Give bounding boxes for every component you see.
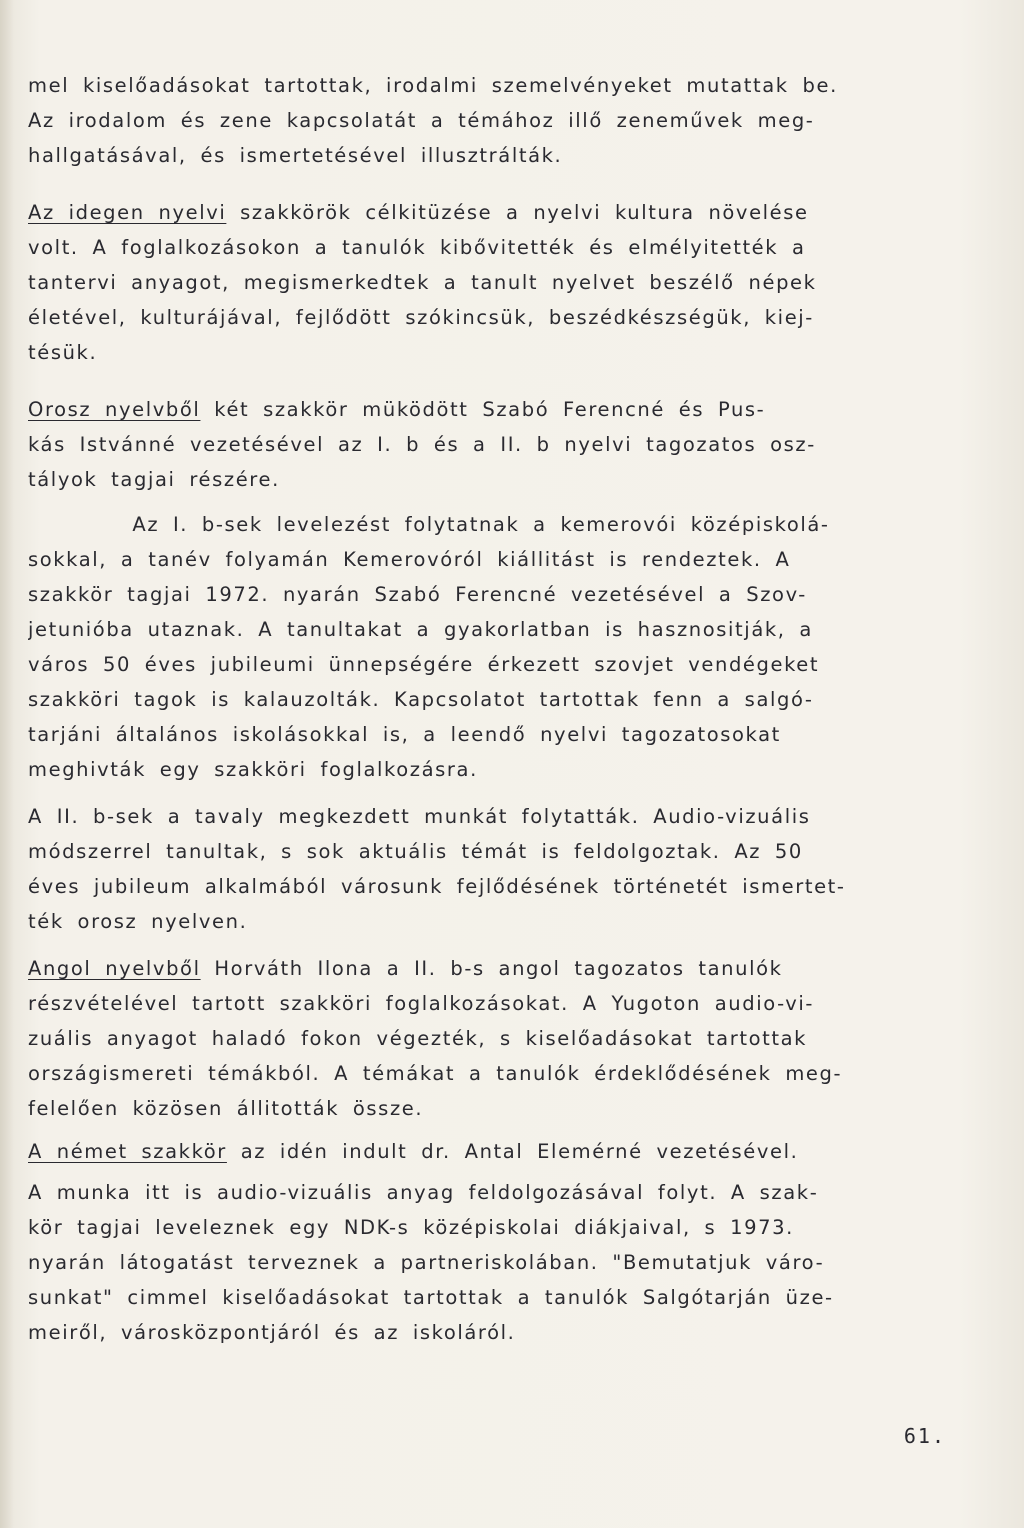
text-line: módszerrel tanultak, s sok aktuális témát is feldolgoztak. Az 50 (28, 840, 803, 863)
text-line: zuális anyagot haladó fokon végezték, s kiselőadásokat tartottak (28, 1027, 808, 1050)
section-heading: Angol nyelvből (28, 957, 201, 980)
text-line: város 50 éves jubileumi ünnepségére érkezett szovjet vendégeket (28, 653, 820, 676)
text-line: szakkör tagjai 1972. nyarán Szabó Ferencné vezetésével a Szov- (28, 583, 807, 606)
text-line: mel kiselőadásokat tartottak, irodalmi szemelvényeket mutattak be. (28, 74, 838, 97)
body-text (28, 68, 978, 1350)
text-line: volt. A foglalkozásokon a tanulók kibővitették és elmélyitették a (28, 236, 806, 259)
section-heading: Orosz nyelvből (28, 398, 201, 421)
text-line: részvételével tartott szakköri foglalkozásokat. A Yugoton audio-vi- (28, 992, 815, 1015)
text-line: kör tagjai leveleznek egy NDK-s középiskolai diákjaival, s 1973. (28, 1216, 794, 1239)
text-line: A német szakkör az idén indult dr. Antal Elemérné vezetésével. (28, 1140, 799, 1163)
text-line: országismereti témákból. A témákat a tanulók érdeklődésének meg- (28, 1062, 843, 1085)
text-line: Angol nyelvből Horváth Ilona a II. b-s angol tagozatos tanulók (28, 957, 783, 980)
text-line: tantervi anyagot, megismerkedtek a tanult nyelvet beszélő népek (28, 271, 817, 294)
text-line: ték orosz nyelven. (28, 910, 248, 933)
text-line: tályok tagjai részére. (28, 468, 280, 491)
page-number: 61. (903, 1424, 946, 1448)
text-line: jetunióba utaznak. A tanultakat a gyakorlatban is hasznositják, a (28, 618, 813, 641)
text-line: hallgatásával, és ismertetésével illusztrálták. (28, 144, 563, 167)
text-line: Az I. b-sek levelezést folytatnak a kemerovói középiskolá- (28, 513, 830, 536)
text-line: kás Istvánné vezetésével az I. b és a II. b nyelvi tagozatos osz- (28, 433, 816, 456)
text-line: Az idegen nyelvi szakkörök célkitüzése a nyelvi kultura növelése (28, 201, 809, 224)
section-heading: A német szakkör (28, 1140, 227, 1163)
text-line: szakköri tagok is kalauzolták. Kapcsolatot tartottak fenn a salgó- (28, 688, 814, 711)
text-line: életével, kulturájával, fejlődött szókincsük, beszédkészségük, kiej- (28, 306, 814, 329)
text-line: nyarán látogatást terveznek a partneriskolában. "Bemutatjuk váro- (28, 1251, 825, 1274)
text-line: Orosz nyelvből két szakkör müködött Szabó Ferencné és Pus- (28, 398, 766, 421)
section-heading: Az idegen nyelvi (28, 201, 227, 224)
text-line: sunkat" cimmel kiselőadásokat tartottak a tanulók Salgótarján üze- (28, 1286, 834, 1309)
text-line: tésük. (28, 341, 98, 364)
text-line: felelően közösen állitották össze. (28, 1097, 424, 1120)
text-line: éves jubileum alkalmából városunk fejlődésének történetét ismertet- (28, 875, 846, 898)
text-line: A munka itt is audio-vizuális anyag feldolgozásával folyt. A szak- (28, 1181, 819, 1204)
text-line: meghivták egy szakköri foglalkozásra. (28, 758, 478, 781)
text-line: tarjáni általános iskolásokkal is, a leendő nyelvi tagozatosokat (28, 723, 781, 746)
text-line: Az irodalom és zene kapcsolatát a témához illő zeneművek meg- (28, 109, 815, 132)
binding-shadow (0, 0, 14, 1528)
text-line: A II. b-sek a tavaly megkezdett munkát folytatták. Audio-vizuális (28, 805, 811, 828)
text-line: meiről, városközpontjáról és az iskoláról. (28, 1321, 516, 1344)
text-line: sokkal, a tanév folyamán Kemerovóról kiállitást is rendeztek. A (28, 548, 791, 571)
